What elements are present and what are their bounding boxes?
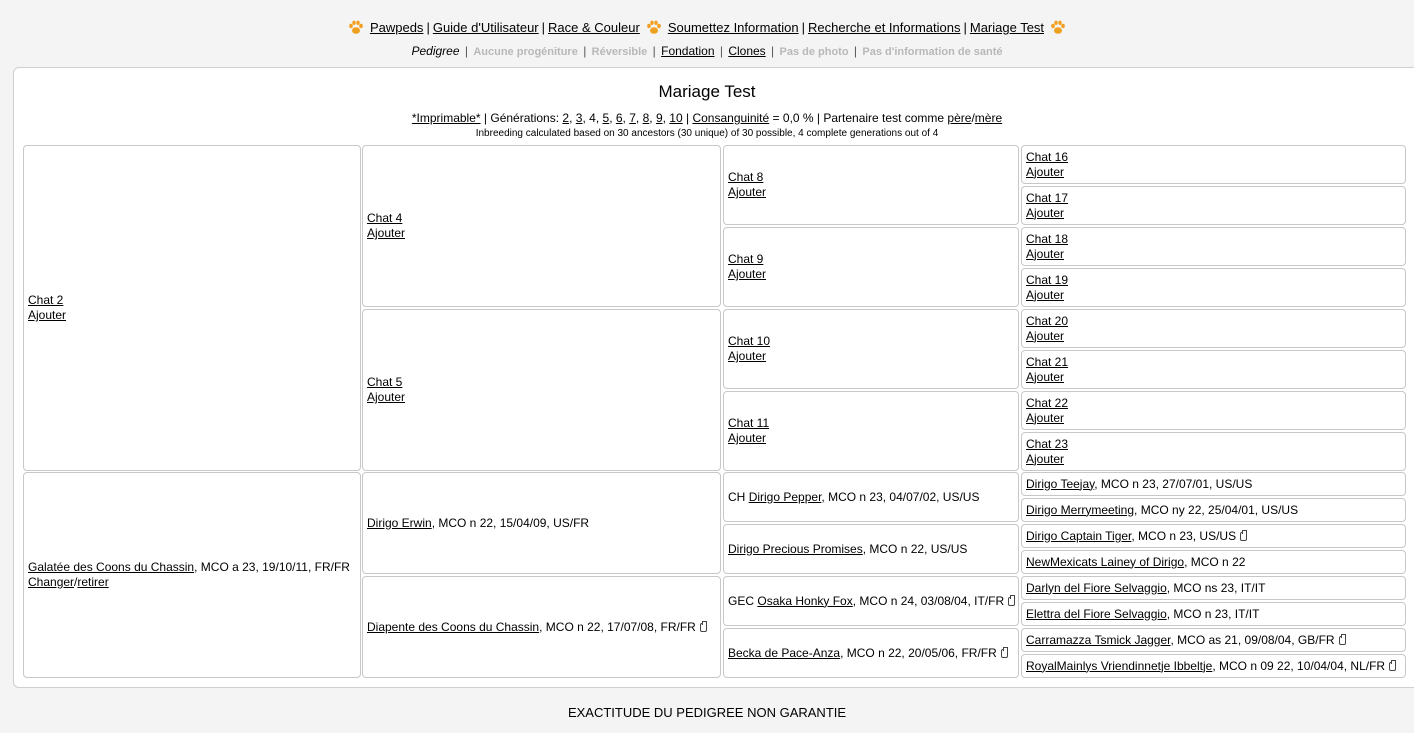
- pedigree-cell-dam: [23, 472, 361, 678]
- change-cat-link[interactable]: Changer: [28, 575, 75, 589]
- cat-link[interactable]: Chat 22: [1026, 395, 1069, 410]
- add-cat-link[interactable]: Ajouter: [1026, 246, 1065, 261]
- cat-entry: [1026, 477, 1401, 492]
- cat-entry: [1026, 633, 1401, 648]
- cat-info: , MCO n 23, 04/07/02, US/US: [821, 489, 980, 504]
- subnav-pas-info-sante: Pas d'information de santé: [862, 46, 1003, 58]
- nav-mariage-test-link[interactable]: Mariage Test: [969, 20, 1045, 35]
- cat-entry: [1026, 659, 1401, 674]
- pedigree-cell: [1021, 472, 1406, 496]
- cat-link[interactable]: Chat 2: [28, 293, 64, 307]
- pedigree-cell: [723, 524, 1019, 574]
- pedigree-cell: [1021, 350, 1406, 389]
- cat-link[interactable]: Dirigo Pepper: [748, 489, 822, 504]
- paw-icon: [646, 20, 662, 35]
- cat-link[interactable]: Dirigo Captain Tiger: [1026, 528, 1132, 543]
- cat-info: , MCO ns 23, IT/IT: [1166, 580, 1266, 595]
- nav-pawpeds-link[interactable]: Pawpeds: [369, 20, 424, 35]
- pedigree-cell: [723, 628, 1019, 678]
- paw-icon: [1050, 20, 1066, 35]
- pedigree-cell: [1021, 391, 1406, 430]
- pedigree-cell: [362, 145, 721, 307]
- add-cat-link[interactable]: Ajouter: [728, 185, 767, 199]
- cat-info: , MCO a 23, 19/10/11, FR/FR: [194, 560, 350, 574]
- cat-entry: [1026, 555, 1401, 570]
- dam-actions: [28, 575, 356, 590]
- generation-4-current: 4: [589, 111, 596, 125]
- pedigree-cell: [362, 472, 721, 574]
- generations-label: | Générations:: [483, 111, 560, 125]
- cat-link[interactable]: Dirigo Precious Promises: [728, 541, 863, 556]
- pedigree-cell: [1021, 227, 1406, 266]
- subnav-clones-link[interactable]: Clones: [728, 44, 766, 58]
- cat-link[interactable]: NewMexicats Lainey of Dirigo: [1026, 554, 1185, 569]
- slash: /: [971, 111, 975, 125]
- pedigree-cell: [1021, 576, 1406, 600]
- subnav-separator: |: [464, 44, 468, 58]
- cat-link[interactable]: Chat 9: [728, 252, 764, 266]
- pedigree-cell: [723, 472, 1019, 522]
- cat-info: , MCO n 09 22, 10/04/04, NL/FR: [1212, 658, 1386, 673]
- pedigree-cell: [1021, 309, 1406, 348]
- cat-entry: [28, 560, 356, 575]
- cat-link[interactable]: Chat 4: [367, 211, 403, 225]
- cat-title: CH: [728, 489, 746, 504]
- subnav-aucune-progeniture: Aucune progéniture: [473, 46, 578, 58]
- nav-separator: |: [426, 20, 430, 35]
- options-separator: |: [686, 111, 690, 125]
- pedigree-options: *Imprimable* | Générations: 2, 3, 4, 5, 6, 7, 8, 9, 10 | Consanguinité = 0,0 % | Partenaire test comme père/mère: [411, 111, 1003, 125]
- pere-link[interactable]: père: [947, 111, 972, 125]
- subnav-reversible: Réversible: [591, 46, 648, 58]
- cat-entry: [367, 620, 716, 635]
- consanguinite-value: = 0,0 % | Partenaire test comme: [772, 111, 945, 125]
- slash: /: [74, 575, 78, 589]
- cat-link[interactable]: Chat 10: [728, 334, 771, 348]
- cat-link[interactable]: Chat 20: [1026, 313, 1069, 328]
- cat-info: , MCO n 22: [1184, 554, 1246, 569]
- add-cat-link[interactable]: Ajouter: [28, 308, 67, 322]
- add-cat-link[interactable]: Ajouter: [367, 226, 406, 240]
- mere-link[interactable]: mère: [974, 111, 1003, 125]
- cat-info: , MCO ny 22, 25/04/01, US/US: [1134, 502, 1299, 517]
- cat-entry: [1026, 529, 1401, 544]
- add-cat-link[interactable]: Ajouter: [728, 431, 767, 445]
- nav-race-couleur-link[interactable]: Race & Couleur: [548, 20, 640, 35]
- cat-info: , MCO n 22, 17/07/08, FR/FR: [539, 619, 696, 634]
- cat-info: , MCO as 21, 09/08/04, GB/FR: [1170, 632, 1335, 647]
- generation-3-link[interactable]: 3: [575, 111, 583, 125]
- cat-entry: [728, 594, 1014, 609]
- pedigree-cell: [1021, 268, 1406, 307]
- add-cat-link[interactable]: Ajouter: [1026, 205, 1065, 220]
- generation-9-link[interactable]: 9: [655, 111, 663, 125]
- subnav-separator: |: [853, 44, 858, 58]
- cat-link[interactable]: Chat 17: [1026, 190, 1069, 205]
- pedigree-cell: [362, 576, 721, 678]
- cat-info: , MCO n 24, 03/08/04, IT/FR: [852, 593, 1005, 608]
- subnav-separator: |: [719, 44, 723, 58]
- cat-info: , MCO n 22, 15/04/09, US/FR: [431, 515, 590, 530]
- pedigree-cell: [362, 309, 721, 471]
- generation-5-link[interactable]: 5: [602, 111, 610, 125]
- cat-link[interactable]: Dirigo Erwin: [367, 515, 432, 530]
- cat-link[interactable]: Chat 11: [728, 416, 770, 430]
- subnav-pedigree: Pedigree: [411, 44, 460, 58]
- clipboard-icon[interactable]: [1339, 636, 1346, 645]
- cat-link[interactable]: Chat 18: [1026, 231, 1069, 246]
- cat-link[interactable]: Diapente des Coons du Chassin: [367, 619, 540, 634]
- cat-title: GEC: [728, 593, 755, 608]
- generation-7-link[interactable]: 7: [629, 111, 636, 125]
- pedigree-cell: [723, 309, 1019, 389]
- paw-icon: [348, 20, 364, 35]
- add-cat-link[interactable]: Ajouter: [367, 390, 406, 404]
- clipboard-icon[interactable]: [700, 623, 707, 632]
- cat-entry: [367, 516, 716, 531]
- pedigree-cell: [1021, 186, 1406, 225]
- top-nav: [0, 19, 1414, 37]
- clipboard-icon[interactable]: [1001, 649, 1008, 658]
- cat-link[interactable]: Dirigo Teejay: [1026, 476, 1095, 491]
- cat-link[interactable]: RoyalMainlys Vriendinnetje Ibbeltje: [1026, 658, 1213, 673]
- nav-separator: |: [963, 20, 967, 35]
- cat-link[interactable]: Chat 5: [367, 375, 403, 389]
- pedigree-cell: [723, 576, 1019, 626]
- cat-entry: [1026, 581, 1401, 596]
- clipboard-icon[interactable]: [1008, 597, 1015, 606]
- pedigree-cell: [1021, 432, 1406, 471]
- cat-link[interactable]: Galatée des Coons du Chassin: [28, 560, 195, 574]
- footer-disclaimer: EXACTITUDE DU PEDIGREE NON GARANTIE: [567, 705, 847, 720]
- generation-2-link[interactable]: 2: [562, 111, 570, 125]
- cat-info: , MCO n 23, 27/07/01, US/US: [1094, 476, 1253, 491]
- consanguinite-link[interactable]: Consanguinité: [692, 111, 770, 125]
- sub-nav: [0, 43, 1414, 60]
- cat-info: , MCO n 22, US/US: [862, 541, 968, 556]
- pedigree-cell: [1021, 550, 1406, 574]
- pedigree-cell: [723, 391, 1019, 471]
- pedigree-cell: [1021, 602, 1406, 626]
- subnav-separator: |: [771, 44, 775, 58]
- inbreeding-note: Inbreeding calculated based on 30 ancestors (30 unique) of 30 possible, 4 complete generations out of 4: [475, 128, 939, 139]
- printable-link[interactable]: *Imprimable*: [411, 111, 481, 125]
- cat-info: , MCO n 23, US/US: [1131, 528, 1237, 543]
- add-cat-link[interactable]: Ajouter: [1026, 164, 1065, 179]
- pedigree-cell: [1021, 498, 1406, 522]
- cat-link[interactable]: Chat 8: [728, 170, 764, 184]
- cat-link[interactable]: Chat 16: [1026, 149, 1069, 164]
- nav-separator: |: [541, 20, 546, 35]
- remove-cat-link[interactable]: retirer: [77, 575, 109, 589]
- add-cat-link[interactable]: Ajouter: [728, 349, 767, 363]
- add-cat-link[interactable]: Ajouter: [1026, 369, 1065, 384]
- clipboard-icon[interactable]: [1389, 662, 1396, 671]
- cat-link[interactable]: Elettra del Fiore Selvaggio: [1026, 606, 1167, 621]
- pedigree-cell: [1021, 524, 1406, 548]
- add-cat-link[interactable]: Ajouter: [728, 267, 767, 281]
- cat-entry: [1026, 607, 1401, 622]
- cat-link[interactable]: Dirigo Merrymeeting: [1026, 502, 1135, 517]
- pedigree-cell: [1021, 145, 1406, 184]
- generation-8-link[interactable]: 8: [642, 111, 650, 125]
- cat-link[interactable]: Chat 21: [1026, 354, 1069, 369]
- cat-link[interactable]: Chat 19: [1026, 272, 1069, 287]
- cat-link[interactable]: Carramazza Tsmick Jagger: [1026, 632, 1171, 647]
- generation-10-link[interactable]: 10: [669, 111, 683, 125]
- pedigree-cell: [723, 145, 1019, 225]
- cat-info: , MCO n 22, 20/05/06, FR/FR: [840, 645, 997, 660]
- cat-entry: [728, 646, 1014, 661]
- add-cat-link[interactable]: Ajouter: [1026, 287, 1065, 302]
- subnav-fondation-link[interactable]: Fondation: [661, 44, 715, 58]
- clipboard-icon[interactable]: [1240, 532, 1247, 541]
- pedigree-cell: [1021, 654, 1406, 678]
- nav-guide-link[interactable]: Guide d'Utilisateur: [432, 20, 539, 35]
- add-cat-link[interactable]: Ajouter: [1026, 328, 1065, 343]
- generation-6-link[interactable]: 6: [615, 111, 623, 125]
- pedigree-cell: [723, 227, 1019, 307]
- pedigree-cell: [1021, 628, 1406, 652]
- add-cat-link[interactable]: Ajouter: [1026, 451, 1065, 466]
- pedigree-cell-sire: [23, 145, 361, 471]
- cat-entry: [728, 490, 1014, 505]
- subnav-separator: |: [652, 44, 656, 58]
- cat-entry: [1026, 503, 1401, 518]
- subnav-separator: |: [583, 44, 587, 58]
- subnav-pas-de-photo: Pas de photo: [779, 46, 849, 58]
- page-title: Mariage Test: [658, 82, 756, 101]
- nav-recherche-link[interactable]: Recherche et Informations: [808, 20, 961, 35]
- cat-link[interactable]: Osaka Honky Fox: [757, 593, 853, 608]
- nav-separator: |: [801, 20, 805, 35]
- cat-entry: [728, 542, 1014, 557]
- add-cat-link[interactable]: Ajouter: [1026, 410, 1065, 425]
- cat-link[interactable]: Becka de Pace-Anza: [728, 645, 841, 660]
- nav-soumettez-link[interactable]: Soumettez Information: [667, 20, 799, 35]
- cat-link[interactable]: Darlyn del Fiore Selvaggio: [1026, 580, 1167, 595]
- cat-link[interactable]: Chat 23: [1026, 436, 1069, 451]
- cat-info: , MCO n 23, IT/IT: [1166, 606, 1260, 621]
